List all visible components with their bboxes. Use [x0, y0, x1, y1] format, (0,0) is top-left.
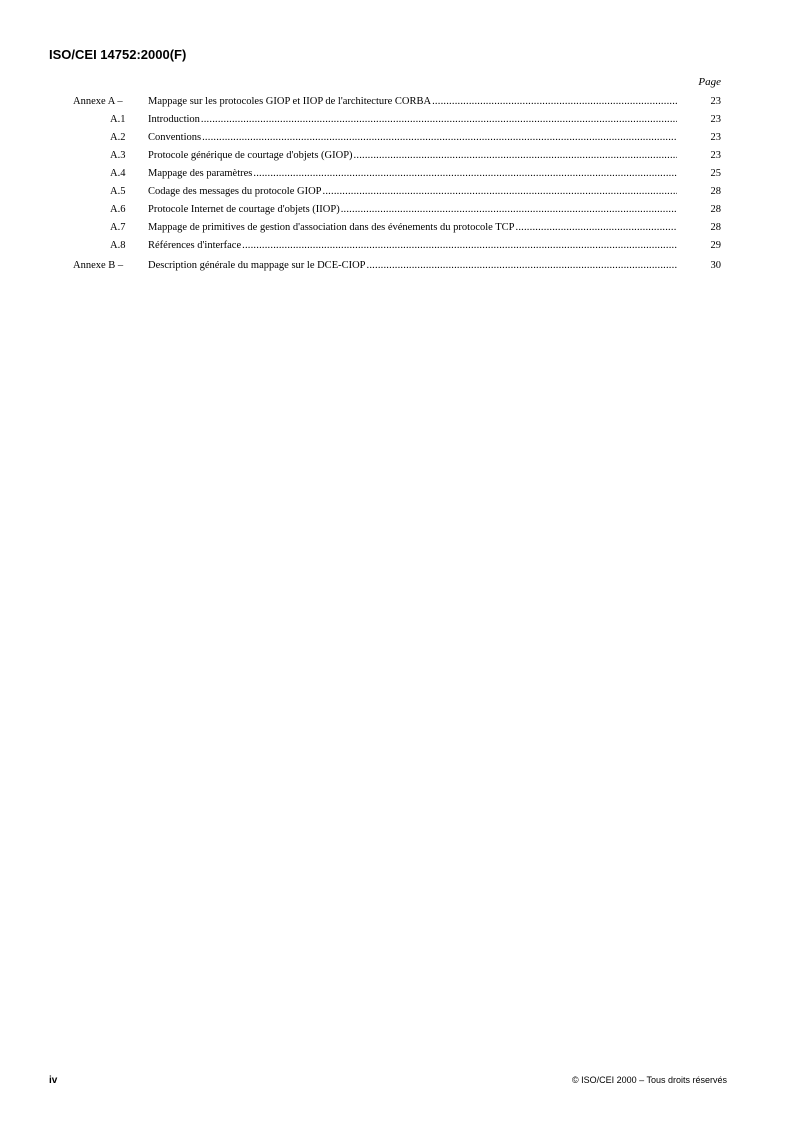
page-number: 23 — [710, 132, 721, 143]
leader-dots — [323, 184, 677, 200]
page-number: 30 — [710, 260, 721, 271]
page-number: 28 — [710, 204, 721, 215]
toc-entry-a6[interactable] — [0, 202, 793, 218]
annex-title: Mappage sur les protocoles GIOP et IIOP de l'architecture CORBA — [148, 96, 432, 107]
page-number: 28 — [710, 222, 721, 233]
leader-dots — [242, 238, 677, 254]
document-header-id: ISO/CEI 14752:2000(F) — [49, 47, 187, 62]
entry-number: A.1 — [110, 114, 126, 125]
toc-entry-a2[interactable] — [0, 130, 793, 146]
entry-title: Protocole générique de courtage d'objets (GIOP) — [148, 150, 353, 161]
toc-entry-a5[interactable] — [0, 184, 793, 200]
entry-title: Protocole Internet de courtage d'objets (IIOP) — [148, 204, 340, 215]
toc-entry-a1[interactable] — [0, 112, 793, 128]
leader-dots — [516, 220, 678, 236]
toc-entry-a7[interactable] — [0, 220, 793, 236]
page-number: 23 — [710, 96, 721, 107]
footer-copyright: © ISO/CEI 2000 – Tous droits réservés — [571, 1075, 727, 1085]
annex-label: Annexe B – — [73, 260, 124, 271]
leader-dots — [432, 94, 677, 110]
toc-annex-b[interactable] — [0, 258, 793, 274]
annex-label: Annexe A – — [73, 96, 123, 107]
entry-title: Mappage des paramètres — [148, 168, 253, 179]
leader-dots — [354, 148, 677, 164]
toc-entry-a8[interactable] — [0, 238, 793, 254]
leader-dots — [341, 202, 677, 218]
entry-number: A.2 — [110, 132, 126, 143]
page-number: 23 — [710, 114, 721, 125]
entry-number: A.7 — [110, 222, 126, 233]
leader-dots — [202, 130, 677, 146]
page-column-label: Page — [698, 76, 721, 88]
toc-annex-a[interactable] — [0, 94, 793, 110]
toc-entry-a3[interactable] — [0, 148, 793, 164]
leader-dots — [253, 166, 677, 182]
entry-number: A.8 — [110, 240, 126, 251]
annex-title: Description générale du mappage sur le DCE-CIOP — [148, 260, 366, 271]
entry-title: Codage des messages du protocole GIOP — [148, 186, 322, 197]
page-number: 23 — [710, 150, 721, 161]
page-number: 25 — [710, 168, 721, 179]
leader-dots — [367, 258, 677, 274]
footer-page-number: iv — [49, 1075, 58, 1086]
entry-number: A.4 — [110, 168, 126, 179]
page-number: 29 — [710, 240, 721, 251]
entry-title: Conventions — [148, 132, 202, 143]
toc-entry-a4[interactable] — [0, 166, 793, 182]
entry-title: Introduction — [148, 114, 200, 125]
entry-number: A.3 — [110, 150, 126, 161]
entry-title: Références d'interface — [148, 240, 242, 251]
entry-title: Mappage de primitives de gestion d'association dans des événements du protocole TCP — [148, 222, 515, 233]
page-number: 28 — [710, 186, 721, 197]
entry-number: A.5 — [110, 186, 126, 197]
leader-dots — [201, 112, 677, 128]
entry-number: A.6 — [110, 204, 126, 215]
